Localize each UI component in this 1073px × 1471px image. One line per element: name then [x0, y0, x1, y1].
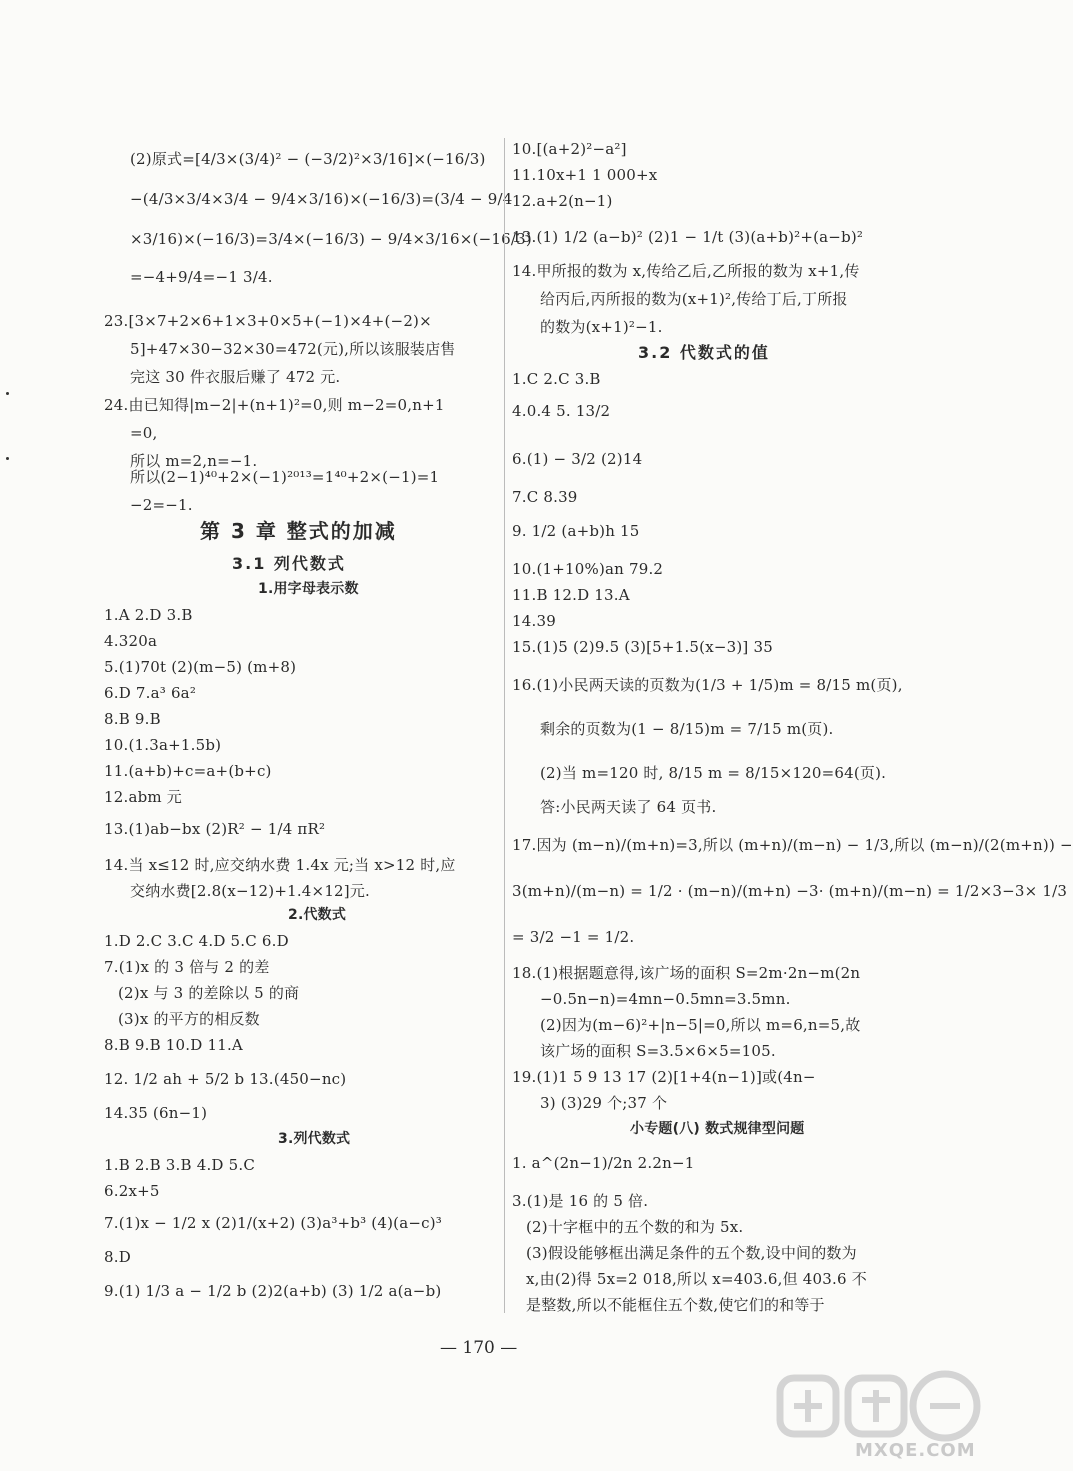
- answer-line: 7.C 8.39: [512, 488, 578, 506]
- answer-line: 10.(1+10%)an 79.2: [512, 560, 664, 578]
- answer-line: 14.39: [512, 612, 556, 630]
- section-heading: 3.2 代数式的值: [638, 343, 770, 362]
- answer-line: (3)x 的平方的相反数: [118, 1010, 260, 1028]
- answer-line: 12. 1/2 ah + 5/2 b 13.(450−nc): [104, 1070, 347, 1088]
- answer-line: 24.由已知得|m−2|+(n+1)²=0,则 m−2=0,n+1: [104, 396, 445, 414]
- answer-line: 答:小民两天读了 64 页书.: [540, 798, 717, 816]
- section-heading: 第 3 章 整式的加减: [200, 519, 397, 543]
- section-heading: 3.列代数式: [278, 1131, 351, 1147]
- answer-line: 12.abm 元: [104, 788, 182, 806]
- answer-line: 14.当 x≤12 时,应交纳水费 1.4x 元;当 x>12 时,应: [104, 856, 456, 874]
- answer-line: 14.35 (6n−1): [104, 1104, 208, 1122]
- answer-line: 完这 30 件衣服后赚了 472 元.: [130, 368, 341, 386]
- answer-line: 13.(1)ab−bx (2)R² − 1/4 πR²: [104, 820, 326, 838]
- answer-line: (2)十字框中的五个数的和为 5x.: [526, 1218, 744, 1236]
- answer-line: 9. 1/2 (a+b)h 15: [512, 522, 640, 540]
- answer-line: 1.D 2.C 3.C 4.D 5.C 6.D: [104, 932, 289, 950]
- answer-line: 6.2x+5: [104, 1182, 160, 1200]
- answer-line: 11.10x+1 1 000+x: [512, 166, 658, 184]
- answer-line: (3)假设能够框出满足条件的五个数,设中间的数为: [526, 1244, 857, 1262]
- answer-line: 13.(1) 1/2 (a−b)² (2)1 − 1/t (3)(a+b)²+(a−b)²: [512, 228, 864, 246]
- answer-line: 该广场的面积 S=3.5×6×5=105.: [540, 1042, 776, 1060]
- answer-line: −0.5n−n)=4mn−0.5mn=3.5mn.: [540, 990, 791, 1008]
- answer-line: (2)x 与 3 的差除以 5 的商: [118, 984, 300, 1002]
- answer-line: 14.甲所报的数为 x,传给乙后,乙所报的数为 x+1,传: [512, 262, 860, 280]
- section-heading: 3.1 列代数式: [232, 554, 346, 573]
- answer-line: 12.a+2(n−1): [512, 192, 613, 210]
- answer-line: 11.B 12.D 13.A: [512, 586, 630, 604]
- answer-line: 15.(1)5 (2)9.5 (3)[5+1.5(x−3)] 35: [512, 638, 773, 656]
- answer-line: x,由(2)得 5x=2 018,所以 x=403.6,但 403.6 不: [526, 1270, 867, 1288]
- answer-line: 4.0.4 5. 13/2: [512, 402, 611, 420]
- answer-line: 剩余的页数为(1 − 8/15)m = 7/15 m(页).: [540, 720, 834, 738]
- answer-line: 7.(1)x 的 3 倍与 2 的差: [104, 958, 270, 976]
- answer-line: =0,: [130, 424, 158, 442]
- answer-line: 的数为(x+1)²−1.: [540, 318, 663, 336]
- answer-line: 16.(1)小民两天读的页数为(1/3 + 1/5)m = 8/15 m(页),: [512, 676, 903, 694]
- answer-line: 1.B 2.B 3.B 4.D 5.C: [104, 1156, 256, 1174]
- answer-line: 3.(1)是 16 的 5 倍.: [512, 1192, 649, 1210]
- answer-line: −2=−1.: [130, 496, 193, 514]
- answer-line: (2)当 m=120 时, 8/15 m = 8/15×120=64(页).: [540, 764, 887, 782]
- answer-line: −(4/3×3/4×3/4 − 9/4×3/16)×(−16/3)=(3/4 − 9/4: [130, 190, 513, 208]
- answer-line: 9.(1) 1/3 a − 1/2 b (2)2(a+b) (3) 1/2 a(a−b): [104, 1282, 442, 1300]
- answer-line: ×3/16)×(−16/3)=3/4×(−16/3) − 9/4×3/16×(−16/3): [130, 230, 532, 248]
- answer-line: 1.A 2.D 3.B: [104, 606, 193, 624]
- column-divider: [504, 138, 505, 1313]
- answer-line: 4.320a: [104, 632, 158, 650]
- section-heading: 2.代数式: [288, 907, 347, 923]
- answer-line: =−4+9/4=−1 3/4.: [130, 268, 273, 286]
- answer-line: 10.[(a+2)²−a²]: [512, 140, 627, 158]
- answer-line: 7.(1)x − 1/2 x (2)1/(x+2) (3)a³+b³ (4)(a−c)³: [104, 1214, 442, 1232]
- answer-line: 是整数,所以不能框住五个数,使它们的和等于: [526, 1296, 825, 1314]
- margin-dot: [6, 392, 9, 395]
- answer-line: 23.[3×7+2×6+1×3+0×5+(−1)×4+(−2)×: [104, 312, 432, 330]
- answer-line: 6.(1) − 3/2 (2)14: [512, 450, 643, 468]
- answer-line: 3) (3)29 个;37 个: [540, 1094, 668, 1112]
- answer-line: 5.(1)70t (2)(m−5) (m+8): [104, 658, 297, 676]
- answer-line: 19.(1)1 5 9 13 17 (2)[1+4(n−1)]或(4n−: [512, 1068, 816, 1086]
- answer-line: 所以 m=2,n=−1.: [130, 452, 258, 470]
- answer-line: 1. a^(2n−1)/2n 2.2n−1: [512, 1154, 695, 1172]
- answer-line: 3(m+n)/(m−n) = 1/2 · (m−n)/(m+n) −3· (m+n)/(m−n) = 1/2×3−3× 1/3: [512, 882, 1068, 900]
- answer-line: 给丙后,丙所报的数为(x+1)²,传给丁后,丁所报: [540, 290, 848, 308]
- answer-line: 18.(1)根据题意得,该广场的面积 S=2m·2n−m(2n: [512, 964, 861, 982]
- answer-line: 8.B 9.B 10.D 11.A: [104, 1036, 243, 1054]
- answer-line: 17.因为 (m−n)/(m+n)=3,所以 (m+n)/(m−n) − 1/3,所以 (m−n)/(2(m+n)) −: [512, 836, 1073, 854]
- section-heading: 1.用字母表示数: [258, 581, 359, 597]
- answer-line: 5]+47×30−32×30=472(元),所以该服装店售: [130, 340, 456, 358]
- answer-line: 所以(2−1)⁴⁰+2×(−1)²⁰¹³=1⁴⁰+2×(−1)=1: [130, 468, 440, 486]
- answer-line: 11.(a+b)+c=a+(b+c): [104, 762, 272, 780]
- watermark-text: MXQE.COM: [855, 1440, 976, 1461]
- section-heading: 小专题(八) 数式规律型问题: [630, 1121, 805, 1137]
- page-number: — 170 —: [440, 1338, 518, 1358]
- margin-dot: [6, 457, 9, 460]
- answer-line: 10.(1.3a+1.5b): [104, 736, 222, 754]
- answer-line: = 3/2 −1 = 1/2.: [512, 928, 635, 946]
- answer-line: (2)因为(m−6)²+|n−5|=0,所以 m=6,n=5,故: [540, 1016, 861, 1034]
- answer-line: 8.D: [104, 1248, 131, 1266]
- answer-line: (2)原式=[4/3×(3/4)² − (−3/2)²×3/16]×(−16/3): [130, 150, 486, 168]
- answer-line: 6.D 7.a³ 6a²: [104, 684, 197, 702]
- answer-line: 8.B 9.B: [104, 710, 161, 728]
- answer-line: 交纳水费[2.8(x−12)+1.4×12]元.: [130, 882, 371, 900]
- answer-line: 1.C 2.C 3.B: [512, 370, 601, 388]
